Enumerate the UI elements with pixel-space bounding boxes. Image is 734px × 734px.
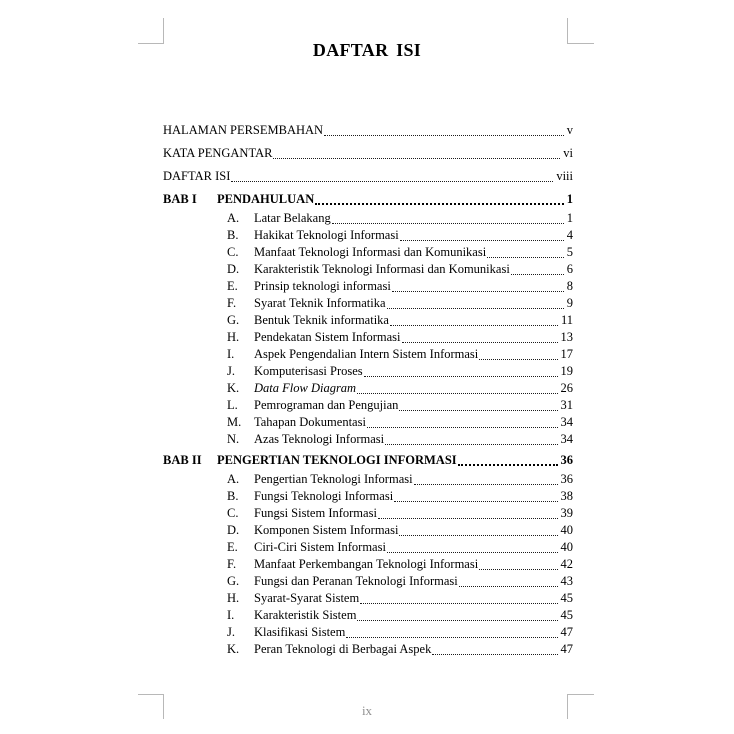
dot-leader: [479, 569, 557, 570]
dot-leader: [479, 359, 557, 360]
item-title: Latar Belakang: [254, 211, 331, 225]
item-letter: E.: [227, 279, 238, 293]
toc-entry: [163, 122, 573, 139]
toc-sub-entry: [163, 431, 573, 448]
item-letter: B.: [227, 228, 239, 242]
item-title: Fungsi dan Peranan Teknologi Informasi: [254, 574, 458, 588]
chapter-page: 1: [566, 192, 573, 206]
item-title: Aspek Pengendalian Intern Sistem Informasi: [254, 347, 479, 361]
toc-sub-entry: [163, 414, 573, 431]
item-page: 40: [560, 523, 573, 537]
toc-sub-entry: [163, 295, 573, 312]
chapter-number: BAB II: [163, 453, 202, 467]
chapter-title: PENGERTIAN TEKNOLOGI INFORMASI: [217, 453, 457, 467]
dot-leader: [315, 203, 564, 205]
item-title: Pendekatan Sistem Informasi: [254, 330, 401, 344]
item-page: 17: [560, 347, 573, 361]
item-page: 26: [560, 381, 573, 395]
item-page: 36: [560, 472, 573, 486]
item-title: Manfaat Teknologi Informasi dan Komunikasi: [254, 245, 487, 259]
item-title: Klasifikasi Sistem: [254, 625, 346, 639]
toc-sub-entry: [163, 363, 573, 380]
toc-sub-entry: [163, 329, 573, 346]
dot-leader: [273, 158, 560, 159]
dot-leader: [357, 620, 557, 621]
toc-sub-entry: [163, 624, 573, 641]
item-letter: I.: [227, 608, 235, 622]
dot-leader: [400, 240, 564, 241]
item-page: 13: [560, 330, 573, 344]
item-title: Bentuk Teknik informatika: [254, 313, 389, 327]
dot-leader: [432, 654, 557, 655]
toc-entry-page: viii: [556, 169, 573, 183]
toc-sub-entry: [163, 607, 573, 624]
item-letter: D.: [227, 523, 240, 537]
item-page: 1: [566, 211, 573, 225]
item-letter: H.: [227, 591, 240, 605]
item-page: 39: [560, 506, 573, 520]
item-title: Tahapan Dokumentasi: [254, 415, 366, 429]
item-title: Komputerisasi Proses: [254, 364, 363, 378]
item-page: 38: [560, 489, 573, 503]
item-page: 40: [560, 540, 573, 554]
item-letter: F.: [227, 557, 237, 571]
item-letter: G.: [227, 313, 240, 327]
chapter-title: PENDAHULUAN: [217, 192, 315, 206]
toc-entry-label: KATA PENGANTAR: [163, 146, 273, 160]
toc-sub-entry: [163, 505, 573, 522]
item-title: Peran Teknologi di Berbagai Aspek: [254, 642, 432, 656]
item-title: Pengertian Teknologi Informasi: [254, 472, 413, 486]
toc-entry: [163, 168, 573, 185]
dot-leader: [364, 376, 558, 377]
item-letter: N.: [227, 432, 240, 446]
toc-sub-entry: [163, 210, 573, 227]
item-letter: I.: [227, 347, 235, 361]
toc-entry-page: v: [566, 123, 573, 137]
toc-sub-entry: [163, 488, 573, 505]
item-title: Pemrograman dan Pengujian: [254, 398, 399, 412]
toc-sub-entry: [163, 522, 573, 539]
toc-sub-entry: [163, 346, 573, 363]
dot-leader: [459, 586, 558, 587]
dot-leader: [458, 464, 558, 466]
dot-leader: [399, 535, 557, 536]
dot-leader: [390, 325, 558, 326]
item-letter: F.: [227, 296, 237, 310]
dot-leader: [402, 342, 558, 343]
dot-leader: [392, 291, 564, 292]
item-title: Prinsip teknologi informasi: [254, 279, 391, 293]
item-letter: E.: [227, 540, 238, 554]
toc-sub-entry: [163, 471, 573, 488]
item-title: Data Flow Diagram: [254, 381, 357, 395]
toc-entry-page: vi: [563, 146, 573, 160]
toc-sub-entry: [163, 261, 573, 278]
item-letter: A.: [227, 211, 240, 225]
item-page: 47: [560, 625, 573, 639]
dot-leader: [378, 518, 558, 519]
item-title: Syarat-Syarat Sistem: [254, 591, 360, 605]
toc-sub-entry: [163, 397, 573, 414]
dot-leader: [511, 274, 564, 275]
item-letter: H.: [227, 330, 240, 344]
dot-leader: [346, 637, 557, 638]
page-title: DAFTAR ISI: [312, 40, 422, 60]
item-letter: K.: [227, 642, 240, 656]
item-letter: K.: [227, 381, 240, 395]
item-page: 6: [566, 262, 573, 276]
footer-page-number: ix: [361, 703, 373, 718]
item-letter: D.: [227, 262, 240, 276]
toc-sub-entry: [163, 380, 573, 397]
item-page: 34: [560, 432, 573, 446]
chapter-number: BAB I: [163, 192, 197, 206]
item-letter: C.: [227, 506, 239, 520]
toc-sub-entry: [163, 556, 573, 573]
item-letter: B.: [227, 489, 239, 503]
item-title: Komponen Sistem Informasi: [254, 523, 399, 537]
item-page: 5: [566, 245, 573, 259]
toc-sub-entry: [163, 590, 573, 607]
item-letter: J.: [227, 364, 235, 378]
item-page: 11: [560, 313, 573, 327]
dot-leader: [399, 410, 557, 411]
dot-leader: [367, 427, 558, 428]
dot-leader: [231, 181, 553, 182]
dot-leader: [394, 501, 557, 502]
toc-sub-entry: [163, 641, 573, 658]
toc-entry-label: DAFTAR ISI: [163, 169, 231, 183]
item-page: 47: [560, 642, 573, 656]
item-page: 45: [560, 591, 573, 605]
item-title: Karakteristik Teknologi Informasi dan Komunikasi: [254, 262, 510, 276]
dot-leader: [387, 552, 558, 553]
toc-entry-label: HALAMAN PERSEMBAHAN: [163, 123, 324, 137]
item-page: 45: [560, 608, 573, 622]
item-page: 34: [560, 415, 573, 429]
toc-entry: [163, 145, 573, 162]
item-letter: A.: [227, 472, 240, 486]
dot-leader: [387, 308, 564, 309]
dot-leader: [332, 223, 564, 224]
item-page: 4: [566, 228, 573, 242]
item-page: 8: [566, 279, 573, 293]
item-title: Fungsi Sistem Informasi: [254, 506, 377, 520]
item-title: Manfaat Perkembangan Teknologi Informasi: [254, 557, 479, 571]
item-title: Karakteristik Sistem: [254, 608, 357, 622]
toc-sub-entry: [163, 278, 573, 295]
item-page: 19: [560, 364, 573, 378]
toc-chapter-row: [163, 452, 573, 469]
toc-chapter-row: [163, 191, 573, 208]
item-title: Fungsi Teknologi Informasi: [254, 489, 394, 503]
item-letter: G.: [227, 574, 240, 588]
dot-leader: [385, 444, 557, 445]
toc-sub-entry: [163, 244, 573, 261]
item-letter: C.: [227, 245, 239, 259]
item-page: 31: [560, 398, 573, 412]
table-of-contents: [163, 122, 573, 658]
dot-leader: [324, 135, 564, 136]
item-letter: J.: [227, 625, 235, 639]
toc-sub-entry: [163, 227, 573, 244]
item-title: Hakikat Teknologi Informasi: [254, 228, 399, 242]
item-title: Ciri-Ciri Sistem Informasi: [254, 540, 386, 554]
item-page: 9: [566, 296, 573, 310]
item-title: Syarat Teknik Informatika: [254, 296, 386, 310]
item-letter: L.: [227, 398, 238, 412]
toc-sub-entry: [163, 539, 573, 556]
item-page: 43: [560, 574, 573, 588]
dot-leader: [414, 484, 558, 485]
item-title: Azas Teknologi Informasi: [254, 432, 385, 446]
item-page: 42: [560, 557, 573, 571]
dot-leader: [360, 603, 557, 604]
toc-sub-entry: [163, 573, 573, 590]
dot-leader: [487, 257, 564, 258]
dot-leader: [357, 393, 557, 394]
toc-sub-entry: [163, 312, 573, 329]
item-letter: M.: [227, 415, 242, 429]
chapter-page: 36: [560, 453, 573, 467]
